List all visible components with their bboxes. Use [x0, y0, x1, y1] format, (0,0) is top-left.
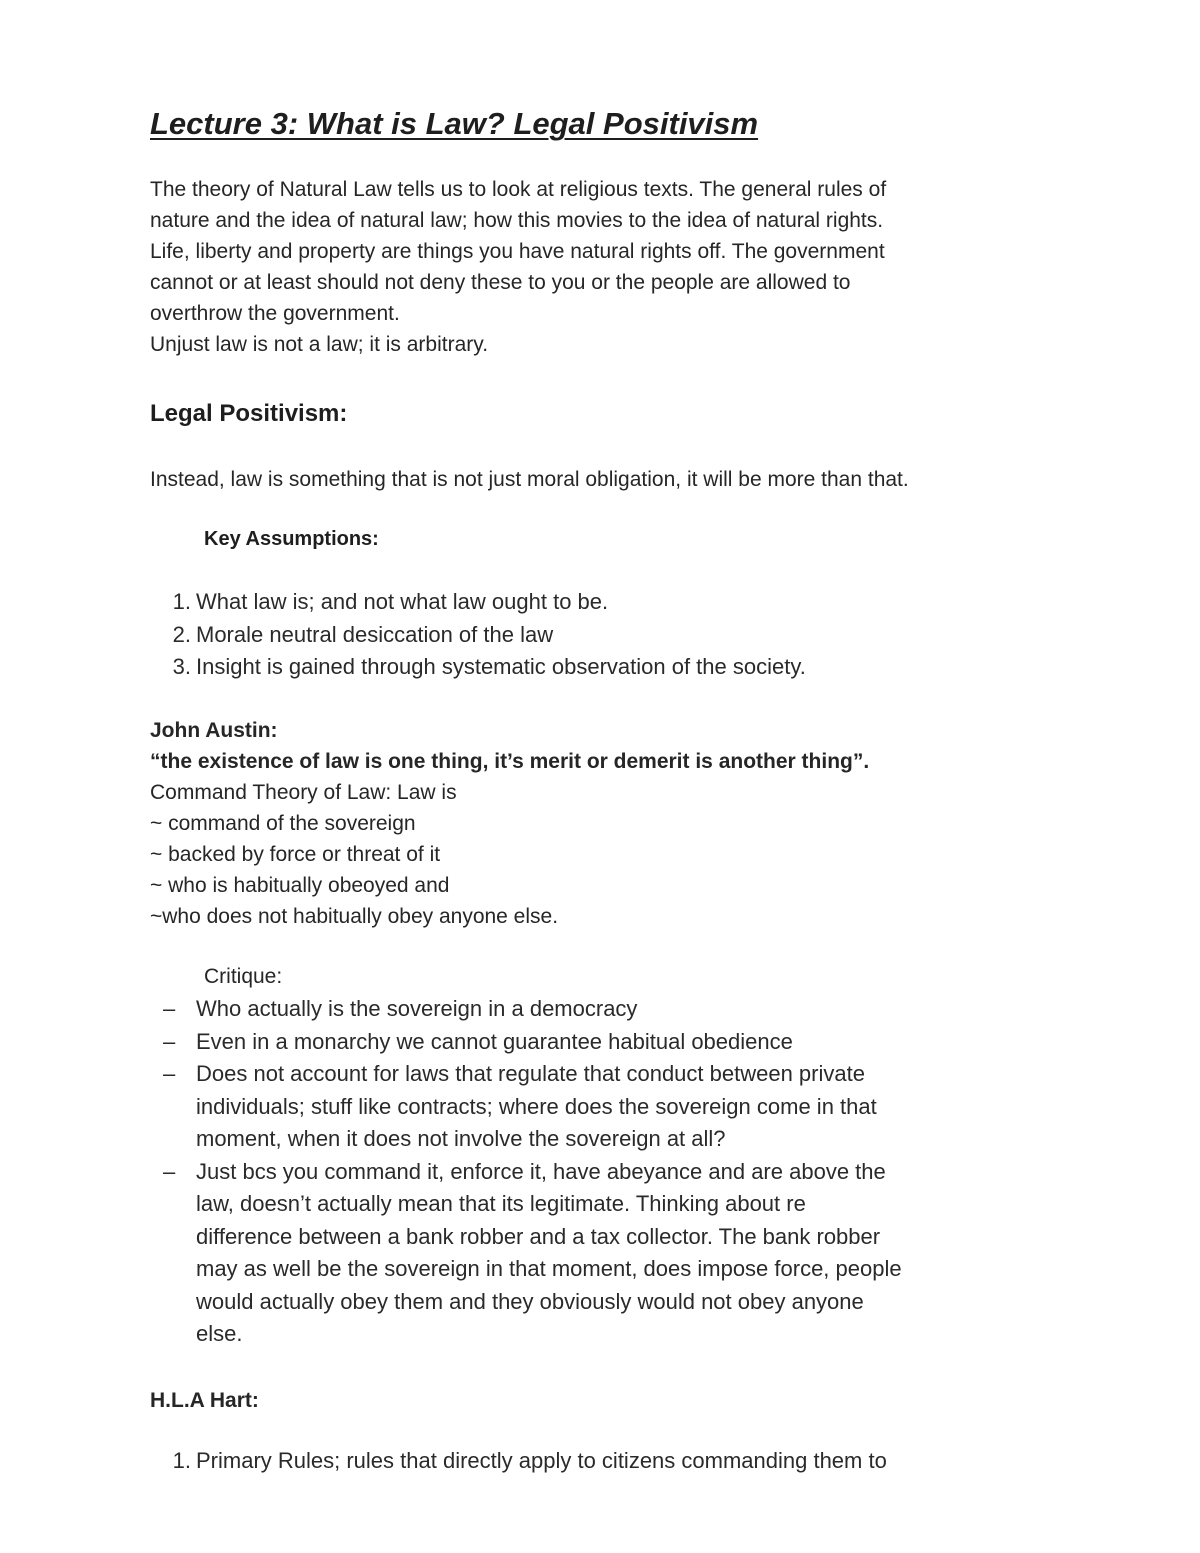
intro-paragraph — [150, 174, 886, 360]
austin-quote: “the existence of law is one thing, it’s merit or demerit is another thing”. — [150, 750, 870, 773]
austin-line: ~ backed by force or threat of it — [150, 843, 441, 866]
intro-line: overthrow the government. — [150, 302, 400, 325]
list-dash: – — [163, 1158, 176, 1184]
hart-rules-list — [172, 1445, 887, 1478]
list-item — [163, 1058, 902, 1156]
list-item-text: Does not account for laws that regulate that conduct between private — [196, 1061, 865, 1086]
austin-section — [150, 715, 869, 932]
list-item-text: Insight is gained through systematic observation of the society. — [196, 654, 806, 679]
critique-list — [163, 993, 902, 1351]
list-dash: – — [163, 1028, 176, 1054]
list-item-text: difference between a bank robber and a tax collector. The bank robber — [196, 1223, 881, 1249]
intro-line: cannot or at least should not deny these to you or the people are allowed to — [150, 271, 851, 294]
intro-line: The theory of Natural Law tells us to look at religious texts. The general rules of — [150, 178, 887, 201]
austin-line: ~ who is habitually obeoyed and — [150, 874, 450, 897]
hart-heading: H.L.A Hart: — [150, 1389, 259, 1412]
austin-line: Command Theory of Law: Law is — [150, 781, 457, 804]
key-assumptions-heading: Key Assumptions: — [204, 528, 379, 550]
list-item — [163, 993, 902, 1026]
legal-positivism-heading: Legal Positivism: — [150, 400, 348, 427]
list-item-text: Primary Rules; rules that directly apply to citizens commanding them to — [196, 1448, 887, 1473]
list-item — [172, 651, 806, 684]
austin-line: ~ command of the sovereign — [150, 812, 416, 835]
list-number: 3. — [172, 654, 191, 679]
list-item-text: Morale neutral desiccation of the law — [196, 621, 554, 647]
assumptions-list — [172, 586, 806, 684]
list-item-text: moment, when it does not involve the sovereign at all? — [196, 1126, 726, 1151]
list-number: 2. — [172, 621, 191, 647]
list-item — [172, 619, 806, 652]
list-item-text: individuals; stuff like contracts; where does the sovereign come in that — [196, 1093, 877, 1119]
legal-positivism-statement: Instead, law is something that is not just moral obligation, it will be more than that. — [150, 468, 909, 491]
list-dash: – — [163, 996, 176, 1021]
list-item-text: What law is; and not what law ought to be. — [196, 589, 609, 614]
list-item-text: Even in a monarchy we cannot guarantee habitual obedience — [196, 1028, 793, 1054]
intro-line: Unjust law is not a law; it is arbitrary. — [150, 333, 489, 356]
intro-line: Life, liberty and property are things you have natural rights off. The government — [150, 240, 885, 263]
list-item — [163, 1156, 902, 1351]
list-item — [172, 586, 806, 619]
list-item — [163, 1026, 902, 1059]
page-title: Lecture 3: What is Law? Legal Positivism — [150, 106, 759, 141]
list-dash: – — [163, 1061, 176, 1086]
list-item-text: may as well be the sovereign in that moment, does impose force, people — [196, 1256, 902, 1281]
critique-heading: Critique: — [204, 965, 283, 988]
list-number: 1. — [172, 589, 191, 614]
austin-line: ~who does not habitually obey anyone else. — [150, 905, 559, 928]
list-item-text: Who actually is the sovereign in a democracy — [196, 996, 638, 1021]
intro-line: nature and the idea of natural law; how this movies to the idea of natural rights. — [150, 209, 884, 232]
list-item-text: else. — [196, 1321, 243, 1346]
list-item — [172, 1445, 887, 1478]
list-number: 1. — [172, 1448, 191, 1473]
austin-heading: John Austin: — [150, 719, 278, 742]
list-item-text: would actually obey them and they obviously would not obey anyone — [196, 1288, 864, 1314]
list-item-text: law, doesn’t actually mean that its legitimate. Thinking about re — [196, 1191, 806, 1216]
list-item-text: Just bcs you command it, enforce it, have abeyance and are above the — [196, 1158, 886, 1184]
